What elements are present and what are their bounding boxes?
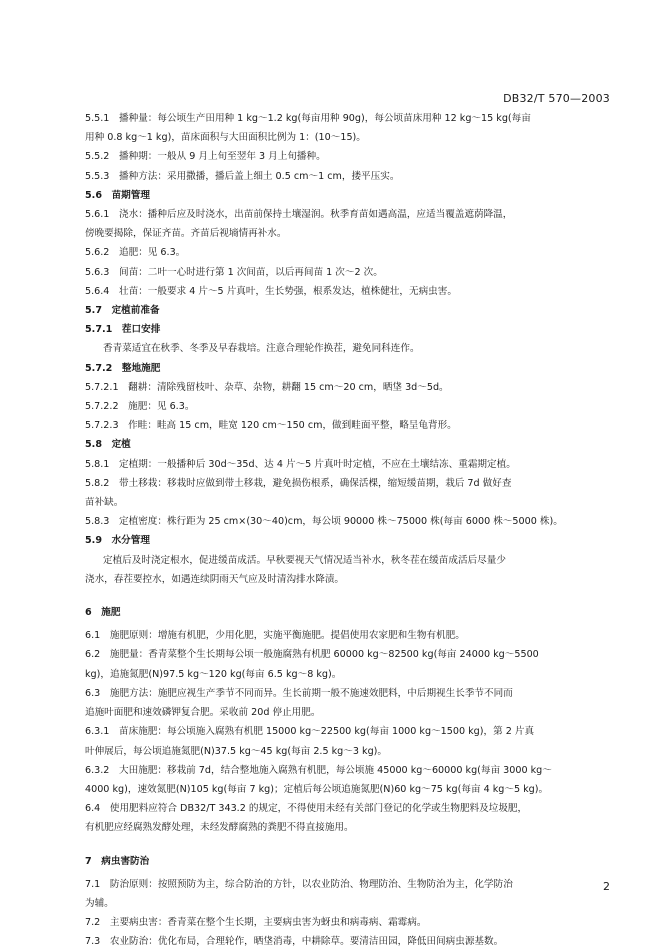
section-5-7-1-heading: 5.7.1 茬口安排 (85, 324, 161, 336)
clause-5-6-4: 5.6.4 壮苗：一般要求 4 片～5 片真叶，生长势强，根系发达，植株健壮，无病虫害。 (85, 285, 457, 297)
clause-6-4: 6.4 使用肥料应符合 DB32/T 343.2 的规定，不得使用未经有关部门登记的化学或生物肥料及垃圾肥， (85, 803, 528, 815)
clause-5-5-1-cont: 用种 0.8 kg～1 kg)，苗床面积与大田面积比例为 1：(10～15)。 (85, 132, 366, 144)
page-number: 2 (603, 880, 610, 893)
clause-5-8-2-cont: 苗补缺。 (85, 497, 124, 509)
chapter-7-heading: 7 病虫害防治 (85, 855, 150, 867)
clause-6-3-1: 6.3.1 苗床施肥：每公顷施入腐熟有机肥 15000 kg～22500 kg(每亩 1000 kg～1500 kg)，第 2 片真 (85, 726, 535, 738)
clause-5-6-1: 5.6.1 浇水：播种后应及时浇水，出苗前保持土壤湿润。秋季育苗如遇高温，应适当覆盖遮荫降温， (85, 209, 513, 221)
clause-6-3-cont: 追施叶面肥和速效磷钾复合肥。采收前 20d 停止用肥。 (85, 707, 321, 719)
clause-5-7-2-2: 5.7.2.2 施肥：见 6.3。 (85, 401, 195, 413)
clause-5-6-1-cont: 傍晚要揭除，保证齐苗。齐苗后视墒情再补水。 (85, 228, 287, 240)
clause-5-9-text-cont: 浇水，春茬要控水，如遇连续阴雨天气应及时清沟排水降渍。 (85, 573, 345, 585)
clause-5-6-2: 5.6.2 追肥：见 6.3。 (85, 247, 186, 259)
section-5-9-heading: 5.9 水分管理 (85, 535, 150, 547)
clause-7-2: 7.2 主要病虫害：香青菜在整个生长期，主要病虫害为蚜虫和病毒病、霜霉病。 (85, 917, 427, 929)
clause-6-1: 6.1 施肥原则：增施有机肥，少用化肥，实施平衡施肥。提倡使用农家肥和生物有机肥。 (85, 630, 465, 642)
clause-5-6-3: 5.6.3 间苗：二叶一心时进行第 1 次间苗，以后再间苗 1 次～2 次。 (85, 266, 383, 278)
clause-6-3: 6.3 施肥方法：施肥应视生产季节不同而异。生长前期一般不施速效肥料，中后期视生长季节不同而 (85, 687, 513, 699)
clause-6-2: 6.2 施肥量：香青菜整个生长期每公顷一般施腐熟有机肥 60000 kg～82500 kg(每亩 24000 kg～5500 (85, 649, 539, 661)
clause-5-8-2: 5.8.2 带土移栽：移栽时应做到带土移栽，避免损伤根系，确保活棵，缩短缓苗期，栽后 7d 做好查 (85, 477, 512, 489)
clause-7-1: 7.1 防治原则：按照预防为主，综合防治的方针，以农业防治、物理防治、生物防治为主，化学防治 (85, 878, 513, 890)
clause-6-3-1-cont: 叶伸展后，每公顷追施氮肥(N)37.5 kg～45 kg(每亩 2.5 kg～3 kg)。 (85, 745, 388, 757)
clause-5-7-1-text: 香青菜适宜在秋季、冬季及早春栽培。注意合理轮作换茬，避免同科连作。 (103, 343, 420, 355)
section-5-6-heading: 5.6 苗期管理 (85, 189, 150, 201)
clause-6-3-2-cont: 4000 kg)，速效氮肥(N)105 kg(每亩 7 kg)；定植后每公顷追施氮肥(N)60 kg～75 kg(每亩 4 kg～5 kg)。 (85, 783, 549, 795)
clause-7-3: 7.3 农业防治：优化布局，合理轮作，晒垡消毒，中耕除草。要清洁田园，降低田间病虫源基数。 (85, 936, 504, 948)
clause-5-7-2-1: 5.7.2.1 翻耕：清除残留枝叶、杂草、杂物，耕翻 15 cm～20 cm，晒垡 3d～5d。 (85, 381, 449, 393)
clause-5-7-2-3: 5.7.2.3 作畦：畦高 15 cm，畦宽 120 cm～150 cm，做到畦面平整，略呈龟背形。 (85, 420, 457, 432)
standard-code-header: DB32/T 570—2003 (503, 92, 610, 105)
clause-6-4-cont: 有机肥应经腐熟发酵处理，未经发酵腐熟的粪肥不得直接施用。 (85, 822, 354, 834)
clause-5-5-3: 5.5.3 播种方法：采用撒播，播后盖上细土 0.5 cm～1 cm，搂平压实。 (85, 170, 400, 182)
clause-6-3-2: 6.3.2 大田施肥：移栽前 7d，结合整地施入腐熟有机肥，每公顷施 45000 kg～60000 kg(每亩 3000 kg～ (85, 764, 552, 776)
clause-6-2-cont: kg)，追施氮肥(N)97.5 kg～120 kg(每亩 6.5 kg～8 kg)。 (85, 668, 342, 680)
clause-5-5-2: 5.5.2 播种期：一般从 9 月上旬至翌年 3 月上旬播种。 (85, 151, 326, 163)
section-5-8-heading: 5.8 定植 (85, 439, 131, 451)
clause-5-9-text: 定植后及时浇定根水，促进缓苗成活。早秋要视天气情况适当补水，秋冬茬在缓苗成活后尽量少 (103, 554, 506, 566)
clause-5-8-3: 5.8.3 定植密度：株行距为 25 cm×(30～40)cm，每公顷 90000 株～75000 株(每亩 6000 株～5000 株)。 (85, 516, 563, 528)
document-body (85, 109, 615, 952)
clause-5-5-1: 5.5.1 播种量：每公顷生产田用种 1 kg～1.2 kg(每亩用种 90g)，每公顷苗床用种 12 kg～15 kg(每亩 (85, 113, 531, 124)
clause-7-1-cont: 为辅。 (85, 897, 114, 909)
chapter-6-heading: 6 施肥 (85, 607, 121, 619)
section-5-7-2-heading: 5.7.2 整地施肥 (85, 362, 161, 374)
clause-5-8-1: 5.8.1 定植期：一般播种后 30d～35d、达 4 片～5 片真叶时定植，不应在土壤结冻、重霜期定植。 (85, 458, 516, 470)
section-5-7-heading: 5.7 定植前准备 (85, 305, 160, 317)
